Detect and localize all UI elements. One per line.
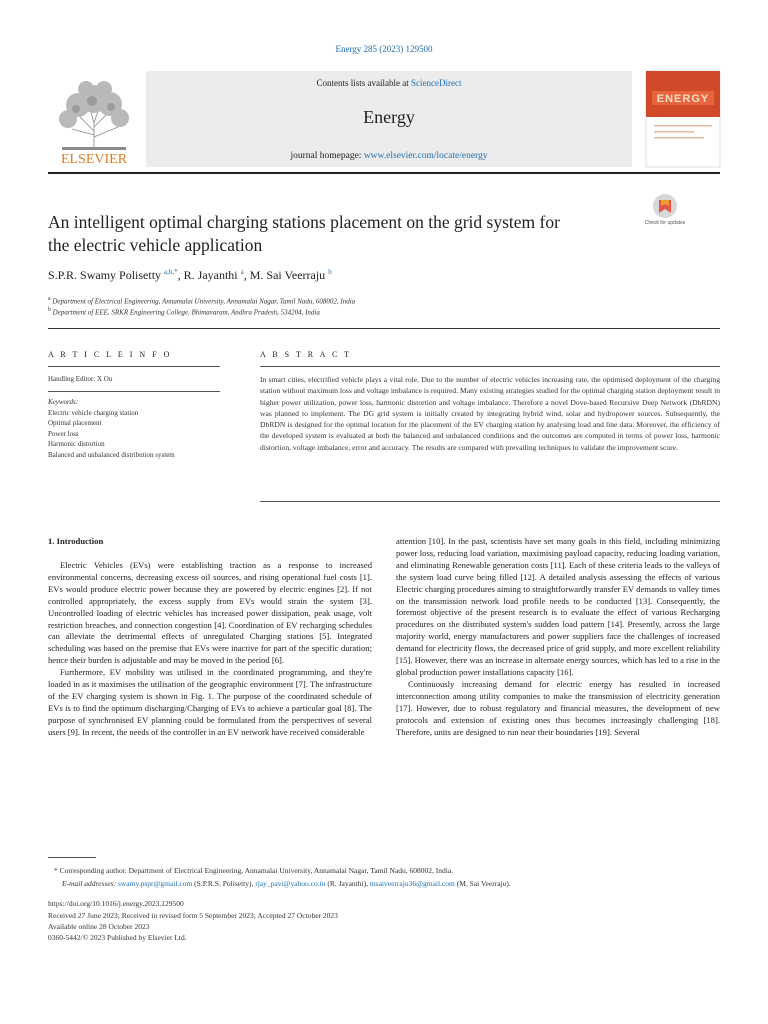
author-name[interactable]: R. Jayanthi (183, 268, 238, 282)
received-dates: Received 27 June 2023; Received in revised form 5 September 2023; Accepted 27 October 2023 (48, 911, 338, 920)
journal-cover[interactable] (646, 71, 720, 167)
journal-header (146, 71, 632, 167)
body-paragraph: attention [10]. In the past, scientists have set many goals in this field, including minimizing power loss, reducing load variation, maximising payload capacity, reducing loading variation, and eliminating Renewable generation costs [11]. Each of these criteria leads to the valleys of the system load curve being filled [12]. A detailed analysis assessing the effects of various Electric charging procedures aiming to straightforwardly transfer EV demands to valley times on the transmission network load profile needs to be conducted [13]. Consequently, the foremost objective of the present research is to evaluate the effect of various Recharging procedures on the distributed system's sudden load pattern [14]. Presently, across the large majority world, energy manufacturers and power suppliers face the challenges of increased demand for electricity flows, the decreased price of grid supply, and more excellent reliability [15]. However, there was an increase in alternate energy sources, which has led to a rise in the global production power installations capacity [16]. (396, 536, 720, 677)
contents-line: Contents lists available at ScienceDirect (316, 78, 462, 88)
masthead-divider (48, 172, 720, 174)
author-list: S.P.R. Swamy Polisetty $^{a,b,*}$, R. Jayanthi $^a$, M. Sai Veerraju $^b$ (48, 268, 332, 282)
masthead (48, 71, 720, 174)
article-title: An intelligent optimal charging stations placement on the grid system for the electric vehicle application (48, 212, 560, 255)
author-name[interactable]: S.P.R. Swamy Polisetty (48, 268, 162, 282)
journal-homepage: journal homepage: www.elsevier.com/locate/energy (290, 151, 488, 161)
email-link[interactable]: msaiveerraju36@gmail.com (369, 879, 455, 888)
article-info-heading: A R T I C L E I N F O (48, 350, 172, 359)
abstract-bottom-divider (260, 501, 720, 502)
keyword-item: Optimal placement (48, 419, 102, 427)
elsevier-tree-icon (48, 71, 141, 167)
abstract-divider (260, 366, 720, 367)
author-name[interactable]: M. Sai Veerraju (249, 268, 326, 282)
body-paragraph: Electric Vehicles (EVs) were establishing traction as a response to increased environmental concerns, decreasing excess oil sources, and rising operational fuel costs [1]. EVs would produce electric power because they are powered by electric engines [2]. If not controlled appropriately, the excess supply from EVs would strain the system [3]. Uncontrolled loading of electric vehicles has increased power dissipation, peak usage, volt restriction breaches, and connection congestion [4]. Coordination of EV recharging schedules can alleviate the detrimental effects of unregulated Charging stations [5]. Integrated scheduling was based on the premise that EVs were inactive for part of the specific duration; hence their burden is adjustable and may be moved in the period [6]. (48, 560, 372, 666)
keyword-item: Balanced and unbalanced distribution system (48, 450, 175, 459)
journal-name: Energy (363, 107, 415, 127)
affiliation-a: $^a$ Department of Electrical Engineering, Annamalai University, Annamalai Nagar, Tamil Nadu, 608002, India (48, 296, 356, 306)
keywords-block (48, 397, 238, 460)
introduction-heading: 1. Introduction (48, 536, 104, 546)
affiliation-b: $^b$ Department of EEE, SRKR Engineering College, Bhimavaram, Andhra Pradesh, 534204, India (48, 307, 320, 317)
journal-reference[interactable]: Energy 285 (2023) 129500 (335, 44, 433, 54)
svg-text:Check for updates: Check for updates (644, 220, 686, 226)
homepage-link[interactable]: www.elsevier.com/locate/energy (363, 151, 488, 161)
elsevier-logo[interactable] (48, 71, 141, 167)
available-online: Available online 28 October 2023 (48, 922, 150, 931)
author-affiliation-mark[interactable]: a,b,* (164, 268, 178, 276)
abstract-text: In smart cities, electrified vehicle plays a vital role. Due to the number of electric vehicles increasing rate, the optimised deployment of the charging station without maximum loss and voltage imbalance is required. Many existing strategies studied for the optimal charging station deployment result in higher power utilization, power loss, harmonic distortion and voltage imbalance. Therefore a novel Dove-based Recursive Deep Network (DbRDN) was planned to implement. The DG grid system is initially created by integrating hybrid wind, solar and hydropower sources. Subsequently, the DbRDN is designed for the optimal location for the placement of the EV charging station by analysing load and line data. Moreover, the efficiency of the developed system is evaluated at both the balanced and unbalanced conditions and the outcomes are computed in terms of power loss, harmonic distortion, voltage imbalance, error and accuracy. The results are compared with prevailing techniques to validate the improvement score. (260, 375, 720, 452)
author-affiliation-mark[interactable]: a (240, 268, 244, 276)
corresponding-author-note: * Corresponding author. Department of Electrical Engineering, Annamalai University, Annamalai Nagar, Tamil Nadu, 608002, India. (54, 866, 454, 875)
svg-text:ELSEVIER: ELSEVIER (60, 152, 128, 167)
article-info-divider (48, 366, 220, 367)
email-addresses: E-mail addresses: swamy.pspr@gmail.com (S.P.R.S. Polisetty), rjay_pavi@yahoo.co.in (R. Jayanthi), msaiveerraju36@gmail.com (M. Sai Veerraju). (62, 879, 511, 888)
email-link[interactable]: rjay_pavi@yahoo.co.in (255, 879, 326, 888)
keyword-item: Power loss (48, 429, 79, 438)
keyword-item: Electric vehicle charging station (48, 408, 139, 417)
body-column-right (396, 536, 720, 738)
body-paragraph: Continuously increasing demand for electric energy has resulted in increased interconnection among utility companies to make the transmission of electricity generation [17]. However, due to robust regulatory and financial measures, the development of new protocols and extension of existing ones thus becomes increasingly challenging [18]. Therefore, units are designed to run near their boundaries [19]. Several (396, 678, 720, 737)
body-paragraph: Furthermore, EV mobility was utilised in the coordinated programming, and they're loaded in as it maximises the utilisation of the geographic environment [7]. The infrastructure of the EV charging system is shown in Fig. 1. The purpose of the coordinated schedule of EVs is to find the optimum discharging/Charging of EVs to achieve a particular goal [8]. The purpose of synchronised EV planning could be formulated from the perspectives of several users [9]. In recent, the needs of the controller in an EV network have received considerable (48, 667, 372, 737)
author-affiliation-mark[interactable]: b (328, 268, 332, 276)
keywords-divider (48, 391, 220, 392)
handling-editor: Handling Editor: X Ou (48, 375, 113, 383)
email-link[interactable]: swamy.pspr@gmail.com (117, 879, 193, 888)
body-column-left (48, 560, 372, 739)
abstract-heading: A B S T R A C T (260, 350, 352, 359)
doi-link[interactable]: https://doi.org/10.1016/j.energy.2023.129500 (48, 899, 184, 908)
section-divider (48, 328, 720, 329)
journal-cover-icon (646, 71, 720, 167)
copyright: 0360-5442/© 2023 Published by Elsevier Ltd. (48, 933, 187, 942)
keyword-item: Harmonic distortion (48, 440, 105, 448)
check-for-updates-button[interactable] (644, 192, 686, 232)
sciencedirect-link[interactable]: ScienceDirect (411, 78, 462, 88)
svg-text:ENERGY: ENERGY (656, 93, 710, 105)
check-updates-icon (644, 192, 686, 232)
keywords-label: Keywords: (48, 398, 79, 406)
footnote-divider (48, 857, 96, 858)
